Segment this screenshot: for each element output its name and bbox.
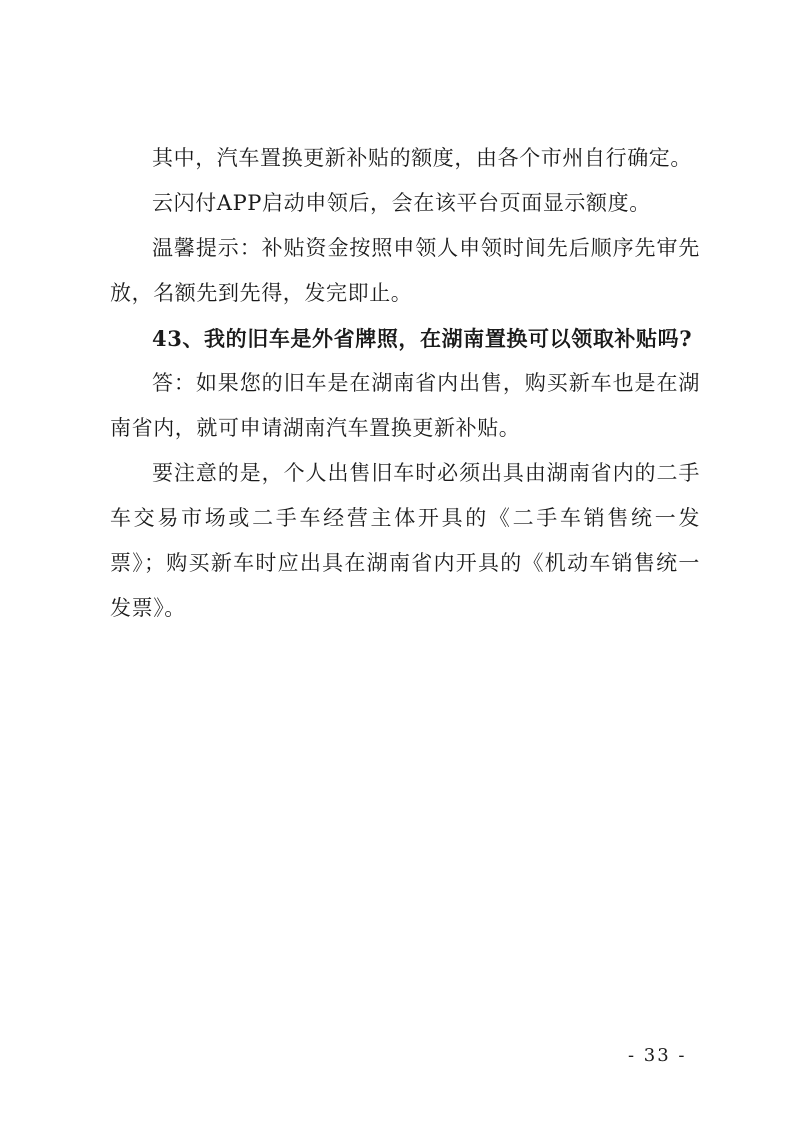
question-heading-43: 43、我的旧车是外省牌照，在湖南置换可以领取补贴吗? xyxy=(152,326,693,351)
document-body xyxy=(110,136,700,631)
paragraph-app-display: 云闪付APP启动申领后，会在该平台页面显示额度。 xyxy=(152,191,651,215)
paragraph-warm-reminder: 温馨提示：补贴资金按照申领人申领时间先后顺序先审先放，名额先到先得，发完即止。 xyxy=(110,236,700,305)
paragraph-answer: 答：如果您的旧车是在湖南省内出售，购买新车也是在湖南省内，就可申请湖南汽车置换更新补贴。 xyxy=(110,371,700,440)
paragraph-subsidy-amount: 其中，汽车置换更新补贴的额度，由各个市州自行确定。 xyxy=(152,146,692,170)
paragraph-note-invoices: 要注意的是，个人出售旧车时必须出具由湖南省内的二手车交易市场或二手车经营主体开具的《二手车销售统一发票》；购买新车时应出具在湖南省内开具的《机动车销售统一发票》。 xyxy=(110,461,700,620)
page-number: - 33 - xyxy=(628,1045,687,1066)
